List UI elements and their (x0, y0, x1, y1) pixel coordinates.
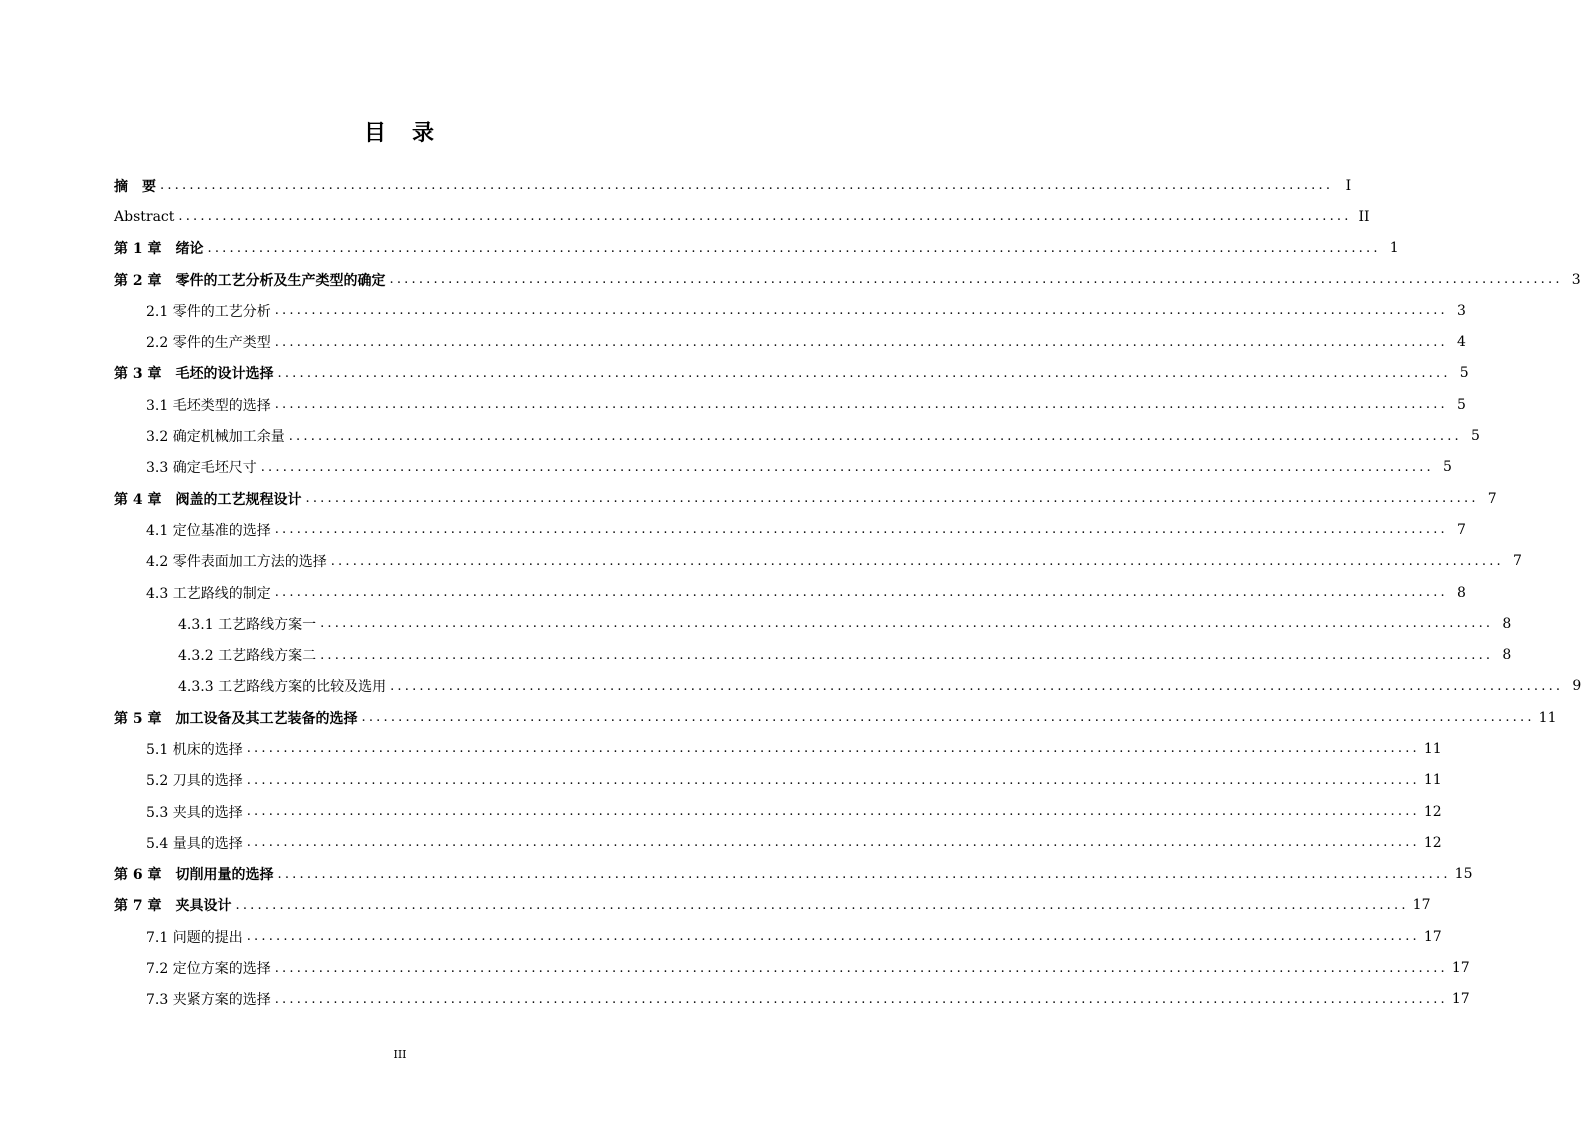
dot-leader: ................................................................................................................................................................ (330, 553, 1504, 569)
toc-entry[interactable] (114, 420, 1480, 451)
dot-leader: ................................................................................................................................................................ (246, 929, 1420, 945)
table-of-contents (114, 170, 1581, 1015)
toc-entry-page: 3 (1571, 271, 1581, 288)
toc-entry-label: 7.2 定位方案的选择 (146, 961, 271, 978)
toc-entry-label: 3.3 确定毛坯尺寸 (146, 460, 257, 477)
toc-entry-page: 3 (1456, 302, 1466, 319)
toc-entry-page: II (1358, 208, 1370, 225)
toc-entry-label: 第 2 章 零件的工艺分析及生产类型的确定 (114, 272, 386, 289)
dot-leader: ................................................................................................................................................................ (389, 272, 1563, 288)
toc-entry-label: 4.2 零件表面加工方法的选择 (146, 554, 327, 571)
toc-entry[interactable] (114, 514, 1466, 545)
toc-entry[interactable] (114, 264, 1581, 295)
toc-entry-label: 第 5 章 加工设备及其工艺装备的选择 (114, 710, 358, 727)
toc-entry-page: 17 (1451, 960, 1470, 977)
toc-entry-page: 1 (1389, 240, 1399, 257)
toc-entry-label: Abstract (114, 208, 175, 225)
toc-entry-page: 7 (1512, 553, 1522, 570)
toc-entry-page: 4 (1456, 334, 1466, 351)
toc-entry-page: 7 (1456, 521, 1466, 538)
toc-entry-page: 8 (1456, 584, 1466, 601)
dot-leader: ................................................................................................................................................................ (274, 397, 1448, 413)
toc-entry[interactable] (114, 295, 1466, 326)
toc-entry-label: 4.3.1 工艺路线方案一 (178, 616, 317, 633)
dot-leader: ................................................................................................................................................................ (246, 804, 1420, 820)
toc-entry-page: 9 (1572, 678, 1581, 695)
dot-leader: ................................................................................................................................................................ (277, 866, 1451, 882)
toc-entry-label: 5.2 刀具的选择 (146, 773, 243, 790)
toc-entry[interactable] (114, 827, 1442, 858)
toc-entry-label: 第 4 章 阀盖的工艺规程设计 (114, 491, 302, 508)
dot-leader: ................................................................................................................................................................ (178, 209, 1352, 225)
toc-entry-label: 7.3 夹紧方案的选择 (146, 992, 271, 1009)
toc-entry-page: 5 (1442, 459, 1452, 476)
dot-leader: ................................................................................................................................................................ (320, 616, 1494, 632)
toc-entry-label: 5.3 夹具的选择 (146, 804, 243, 821)
toc-entry-label: 第 3 章 毛坯的设计选择 (114, 366, 274, 383)
dot-leader: ................................................................................................................................................................ (274, 585, 1448, 600)
toc-entry[interactable] (114, 233, 1399, 264)
toc-entry[interactable] (114, 796, 1442, 827)
toc-entry[interactable] (114, 389, 1466, 420)
toc-entry-page: I (1345, 177, 1352, 194)
dot-leader: ................................................................................................................................................................ (235, 897, 1409, 913)
toc-entry[interactable] (114, 733, 1442, 764)
toc-entry-label: 4.3.3 工艺路线方案的比较及选用 (178, 679, 387, 696)
toc-entry[interactable] (114, 483, 1497, 514)
toc-entry-label: 4.3.2 工艺路线方案二 (178, 648, 317, 665)
toc-entry-label: 摘 要 (114, 178, 156, 195)
toc-entry-page: 8 (1502, 615, 1512, 632)
dot-leader: ................................................................................................................................................................ (277, 365, 1451, 381)
toc-entry-label: 2.1 零件的工艺分析 (146, 303, 271, 320)
toc-entry[interactable] (114, 577, 1466, 608)
toc-entry[interactable] (114, 201, 1370, 232)
toc-entry-page: 17 (1423, 928, 1442, 945)
dot-leader: ................................................................................................................................................................ (305, 491, 1479, 507)
toc-entry-page: 17 (1412, 897, 1431, 914)
toc-entry-label: 3.1 毛坯类型的选择 (146, 397, 271, 414)
toc-entry[interactable] (114, 765, 1442, 796)
toc-entry-page: 5 (1456, 396, 1466, 413)
toc-entry-page: 7 (1487, 490, 1497, 507)
dot-leader: ................................................................................................................................................................ (288, 428, 1462, 444)
toc-entry[interactable] (114, 984, 1470, 1015)
dot-leader: ................................................................................................................................................................ (207, 240, 1381, 256)
toc-entry[interactable] (114, 170, 1352, 201)
dot-leader: ................................................................................................................................................................ (274, 334, 1448, 350)
toc-entry-page: 11 (1423, 740, 1442, 757)
dot-leader: ................................................................................................................................................................ (260, 459, 1434, 475)
toc-entry[interactable] (114, 702, 1557, 733)
dot-leader: ................................................................................................................................................................ (320, 647, 1494, 663)
toc-entry[interactable] (114, 326, 1466, 357)
dot-leader: ................................................................................................................................................................ (274, 991, 1448, 1007)
toc-entry-label: 第 1 章 绪论 (114, 241, 204, 258)
toc-entry[interactable] (114, 952, 1470, 983)
toc-entry-page: 8 (1502, 647, 1512, 664)
toc-entry-page: 17 (1451, 991, 1470, 1008)
toc-entry-page: 11 (1423, 772, 1442, 789)
toc-entry[interactable] (114, 452, 1452, 483)
toc-entry-label: 2.2 零件的生产类型 (146, 335, 271, 352)
dot-leader: ................................................................................................................................................................ (274, 303, 1448, 319)
dot-leader: ................................................................................................................................................................ (274, 960, 1448, 976)
dot-leader: ................................................................................................................................................................ (390, 678, 1564, 694)
toc-entry[interactable] (114, 608, 1512, 639)
toc-entry-label: 3.2 确定机械加工余量 (146, 429, 285, 446)
toc-entry-page: 5 (1459, 365, 1469, 382)
page-number: III (393, 1048, 407, 1061)
toc-entry-label: 5.4 量具的选择 (146, 835, 243, 852)
toc-entry[interactable] (114, 921, 1442, 952)
dot-leader: ................................................................................................................................................................ (361, 710, 1535, 726)
toc-entry[interactable] (114, 890, 1431, 921)
dot-leader: ................................................................................................................................................................ (160, 178, 1334, 194)
toc-entry[interactable] (114, 639, 1512, 670)
toc-entry[interactable] (114, 358, 1469, 389)
toc-entry-label: 4.3 工艺路线的制定 (146, 585, 271, 602)
dot-leader: ................................................................................................................................................................ (246, 772, 1420, 788)
toc-entry-label: 5.1 机床的选择 (146, 741, 243, 758)
toc-entry-page: 5 (1470, 428, 1480, 445)
toc-entry-label: 第 6 章 切削用量的选择 (114, 867, 274, 884)
toc-entry-label: 第 7 章 夹具设计 (114, 898, 232, 915)
toc-entry-label: 7.1 问题的提出 (146, 929, 243, 946)
toc-entry-label: 4.1 定位基准的选择 (146, 522, 271, 539)
dot-leader: ................................................................................................................................................................ (246, 835, 1420, 851)
dot-leader: ................................................................................................................................................................ (246, 741, 1420, 757)
toc-entry[interactable] (114, 671, 1581, 702)
dot-leader: ................................................................................................................................................................ (274, 522, 1448, 538)
toc-entry-page: 12 (1423, 803, 1442, 820)
toc-entry[interactable] (114, 859, 1473, 890)
toc-entry-page: 12 (1423, 834, 1442, 851)
toc-entry-page: 11 (1538, 709, 1557, 726)
toc-entry[interactable] (114, 546, 1522, 577)
page-title: 目 录 (363, 120, 436, 146)
toc-entry-page: 15 (1454, 866, 1473, 883)
